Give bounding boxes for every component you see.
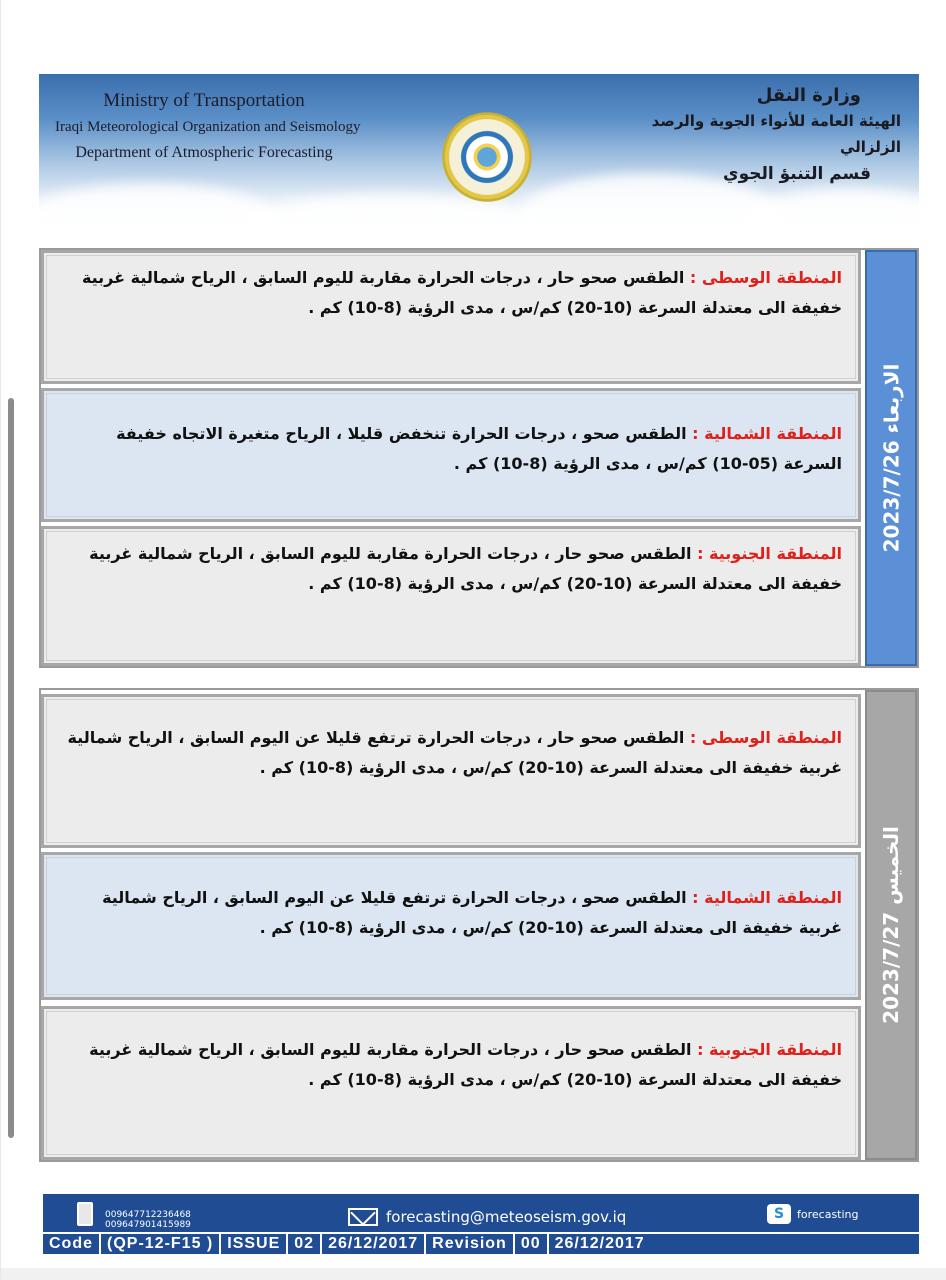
phone-icon [77, 1202, 93, 1226]
code-cell: 26/12/2017 [554, 1235, 645, 1252]
region-panel-north [41, 852, 861, 1000]
email-address[interactable]: forecasting@meteoseism.gov.iq [386, 1208, 627, 1226]
code-cell: (QP-12-F15 ) [101, 1234, 221, 1254]
date-label: الاربعاء 2023/7/26 [879, 363, 904, 553]
department-name-en: Department of Atmospheric Forecasting [75, 144, 333, 161]
region-forecast: الطقس صحو حار ، درجات الحرارة مقاربة لليوم السابق ، الرياح شمالية غربية خفيفة الى معتدلة السرعة (10-20) كم/س ، مدى الرؤية (8-10) كم . [89, 544, 842, 593]
ministry-name-ar: وزارة النقل [756, 85, 861, 106]
page-bottom-edge [1, 1268, 946, 1280]
region-forecast: الطقس صحو ، درجات الحرارة ترتفع قليلا عن اليوم السابق ، الرياح شمالية غربية خفيفة الى معتدلة السرعة (10-20) كم/س ، مدى الرؤية (8-10) كم . [102, 888, 842, 937]
department-name-ar: قسم التنبؤ الجوي [723, 164, 871, 184]
region-name: المنطقة الشمالية : [692, 888, 842, 907]
header-english [39, 88, 369, 166]
envelope-icon [348, 1208, 378, 1226]
region-panel-north [41, 388, 861, 522]
organization-logo [422, 102, 552, 212]
code-cell: 02 [288, 1234, 322, 1254]
phone-numbers [105, 1210, 191, 1230]
phone-number: 009647901415989 [105, 1220, 191, 1230]
region-forecast: الطقس صحو حار ، درجات الحرارة مقاربة لليوم السابق ، الرياح شمالية غربية خفيفة الى معتدلة السرعة (10-20) كم/س ، مدى الرؤية (8-10) كم . [89, 1040, 842, 1089]
email-contact[interactable] [348, 1208, 626, 1226]
region-name: المنطقة الجنوبية : [697, 1040, 842, 1059]
date-label: الخميس 2023/7/27 [879, 826, 903, 1024]
code-cell: Revision [426, 1234, 515, 1254]
region-name: المنطقة الوسطى : [689, 728, 842, 747]
skype-icon: S [767, 1204, 791, 1224]
day-block-1 [39, 248, 919, 668]
code-cell: 00 [515, 1234, 549, 1254]
date-tab [865, 690, 917, 1160]
region-forecast: الطقس صحو ، درجات الحرارة تنخفض قليلا ، الرياح متغيرة الاتجاه خفيفة السرعة (05-10) كم/س ، مدى الرؤية (8-10) كم . [116, 424, 842, 473]
code-cell: ISSUE [221, 1234, 288, 1254]
header-banner [39, 74, 919, 234]
skype-contact[interactable] [767, 1204, 859, 1224]
footer-bar [43, 1194, 919, 1254]
region-panel-central [41, 694, 861, 848]
skype-name: forecasting [797, 1207, 859, 1221]
header-arabic [641, 84, 901, 188]
region-panel-south [41, 526, 861, 666]
ministry-name-en: Ministry of Transportation [103, 90, 305, 111]
date-tab [865, 250, 917, 666]
scrollbar[interactable] [8, 398, 14, 1138]
region-panel-south [41, 1006, 861, 1160]
organization-name-ar: الهيئة العامة للأنواء الجوية والرصد الزلزالي [651, 112, 901, 156]
code-cell: 26/12/2017 [322, 1234, 426, 1254]
phone-number: 009647712236468 [105, 1210, 191, 1220]
region-name: المنطقة الوسطى : [689, 268, 842, 287]
region-panel-central [41, 250, 861, 384]
day-block-2 [39, 688, 919, 1162]
document-code-bar [43, 1232, 919, 1254]
region-forecast: الطقس صحو حار ، درجات الحرارة مقاربة لليوم السابق ، الرياح شمالية غربية خفيفة الى معتدلة السرعة (10-20) كم/س ، مدى الرؤية (8-10) كم . [81, 268, 842, 317]
region-name: المنطقة الجنوبية : [697, 544, 842, 563]
organization-name-en: Iraqi Meteorological Organization and Seismology [55, 119, 361, 135]
code-cell: Code [43, 1234, 101, 1254]
region-name: المنطقة الشمالية : [692, 424, 842, 443]
region-forecast: الطقس صحو حار ، درجات الحرارة ترتفع قليلا عن اليوم السابق ، الرياح شمالية غربية خفيفة الى معتدلة السرعة (10-20) كم/س ، مدى الرؤية (8-10) كم . [67, 728, 842, 777]
